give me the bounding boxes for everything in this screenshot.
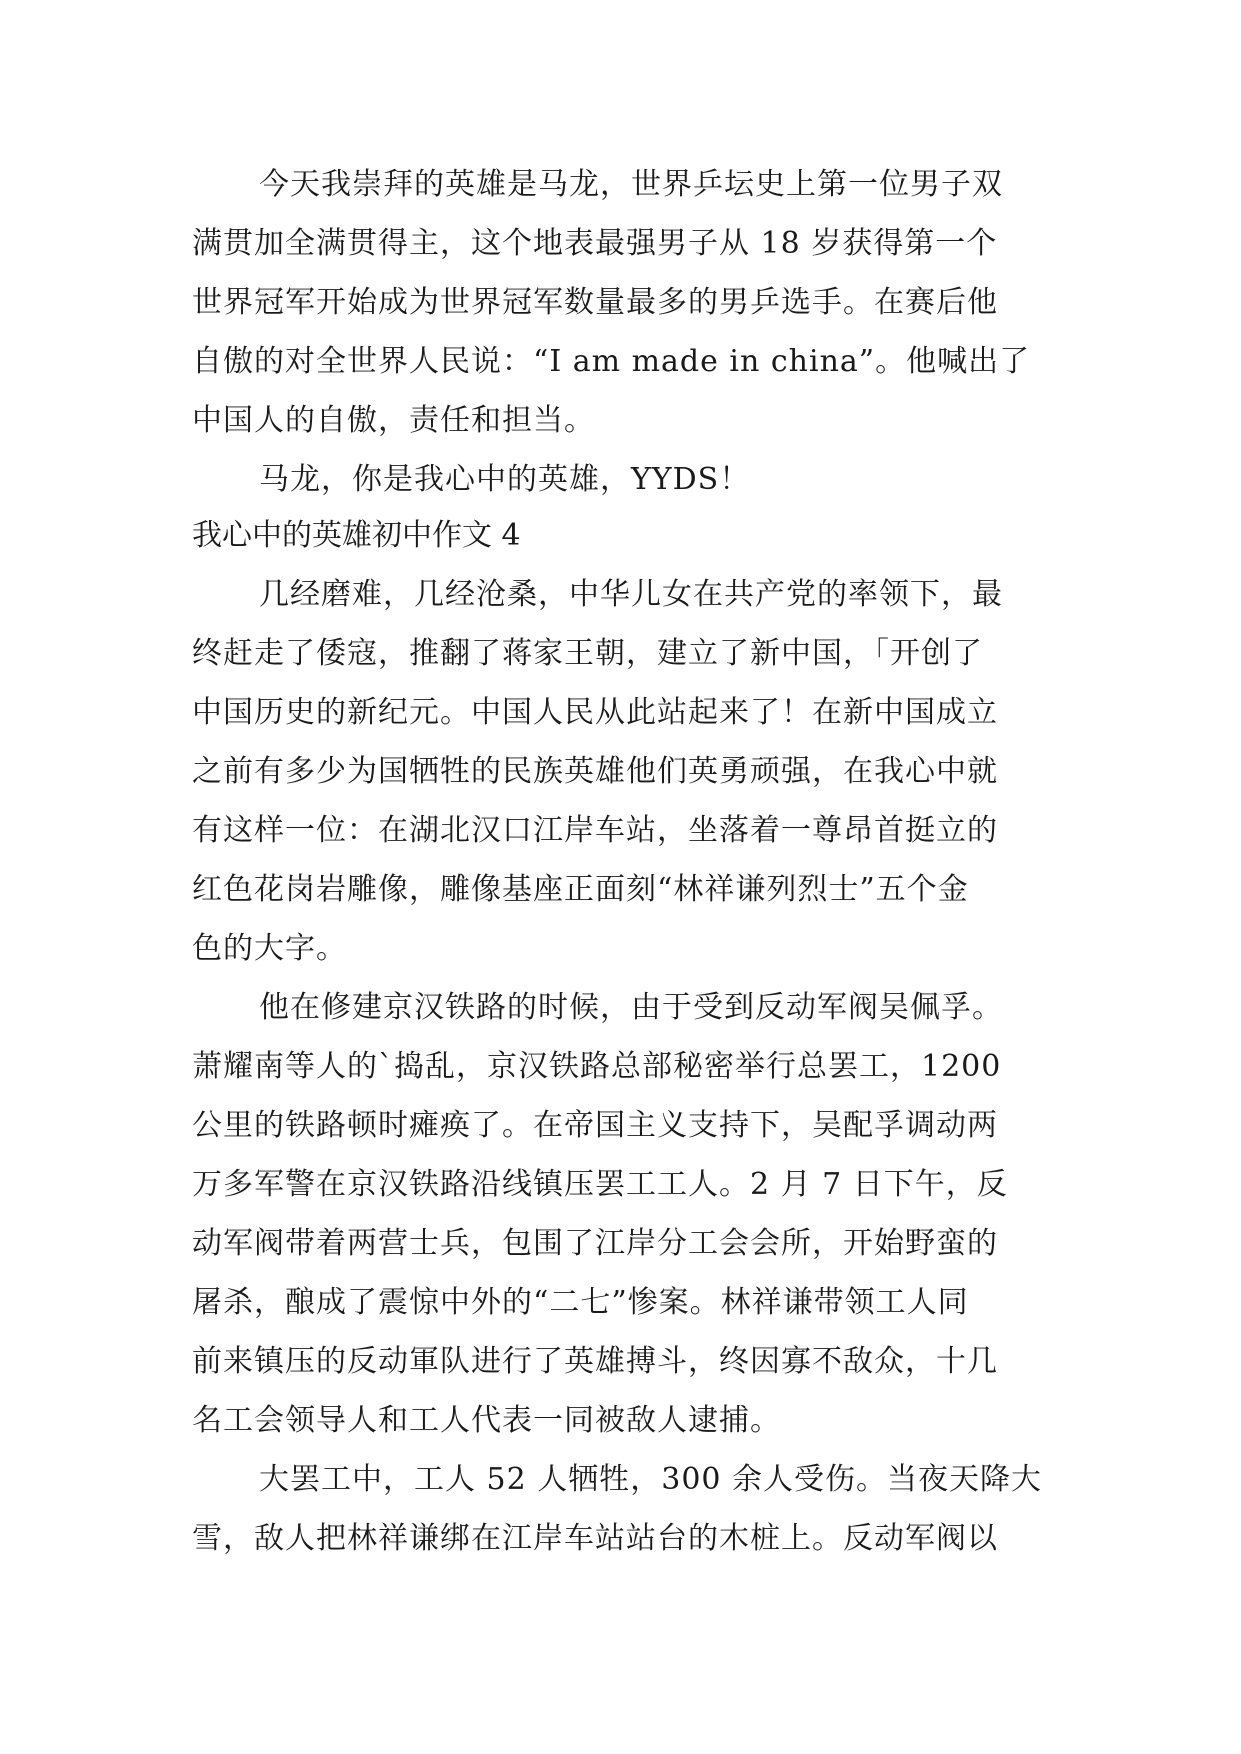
- paragraph-line: 动军阀带着两营士兵，包围了江岸分工会会所，开始野蛮的: [192, 1226, 998, 1261]
- paragraph-line: 萧耀南等人的`捣乱，京汉铁路总部秘密举行总罢工，1200: [192, 1049, 1002, 1084]
- paragraph-line: 马龙，你是我心中的英雄，YYDS！: [259, 462, 751, 497]
- paragraph-line: 有这样一位：在湖北汉口江岸车站，坐落着一尊昂首挺立的: [192, 813, 998, 848]
- paragraph-line: 万多军警在京汉铁路沿线镇压罢工工人。2 月 7 日下午，反: [192, 1167, 1008, 1202]
- paragraph-line: 前来镇压的反动軍队进行了英雄搏斗，终因寡不敌众，十几: [192, 1344, 998, 1379]
- paragraph-line: 世界冠军开始成为世界冠军数量最多的男乒选手。在赛后他: [192, 285, 998, 320]
- paragraph-line: 大罢工中，工人 52 人牺牲，300 余人受伤。当夜天降大: [259, 1462, 1043, 1497]
- paragraph-line: 满贯加全满贯得主，这个地表最强男子从 18 岁获得第一个: [192, 226, 998, 261]
- paragraph-line: 终赶走了倭寇，推翻了蒋家王朝，建立了新中国，「开创了: [192, 636, 983, 671]
- section-heading: 我心中的英雄初中作文 4: [192, 518, 521, 553]
- paragraph-line: 中国历史的新纪元。中国人民从此站起来了！在新中国成立: [192, 695, 998, 730]
- paragraph-line: 公里的铁路顿时瘫痪了。在帝国主义支持下，吴配孚调动两: [192, 1108, 998, 1143]
- paragraph-line: 他在修建京汉铁路的时候，由于受到反动军阀吴佩孚。: [259, 990, 1003, 1025]
- paragraph-line: 之前有多少为国牺牲的民族英雄他们英勇顽强，在我心中就: [192, 754, 998, 789]
- paragraph-line: 名工会领导人和工人代表一同被敌人逮捕。: [192, 1403, 781, 1438]
- paragraph-line: 中国人的自傲，责任和担当。: [192, 403, 595, 438]
- paragraph-line: 自傲的对全世界人民说：“I am made in china”。他喊出了: [192, 344, 1031, 379]
- paragraph-line: 雪，敌人把林祥谦绑在江岸车站站台的木桩上。反动军阀以: [192, 1521, 998, 1556]
- paragraph-line: 色的大字。: [192, 931, 347, 966]
- paragraph-line: 今天我崇拜的英雄是马龙，世界乒坛史上第一位男子双: [259, 167, 1003, 202]
- paragraph-line: 屠杀，酿成了震惊中外的“二七”惨案。林祥谦带领工人同: [192, 1285, 969, 1320]
- paragraph-line: 几经磨难，几经沧桑，中华儿女在共产党的率领下，最: [259, 577, 1003, 612]
- paragraph-line: 红色花岗岩雕像，雕像基座正面刻“林祥谦列烈士”五个金: [192, 872, 969, 907]
